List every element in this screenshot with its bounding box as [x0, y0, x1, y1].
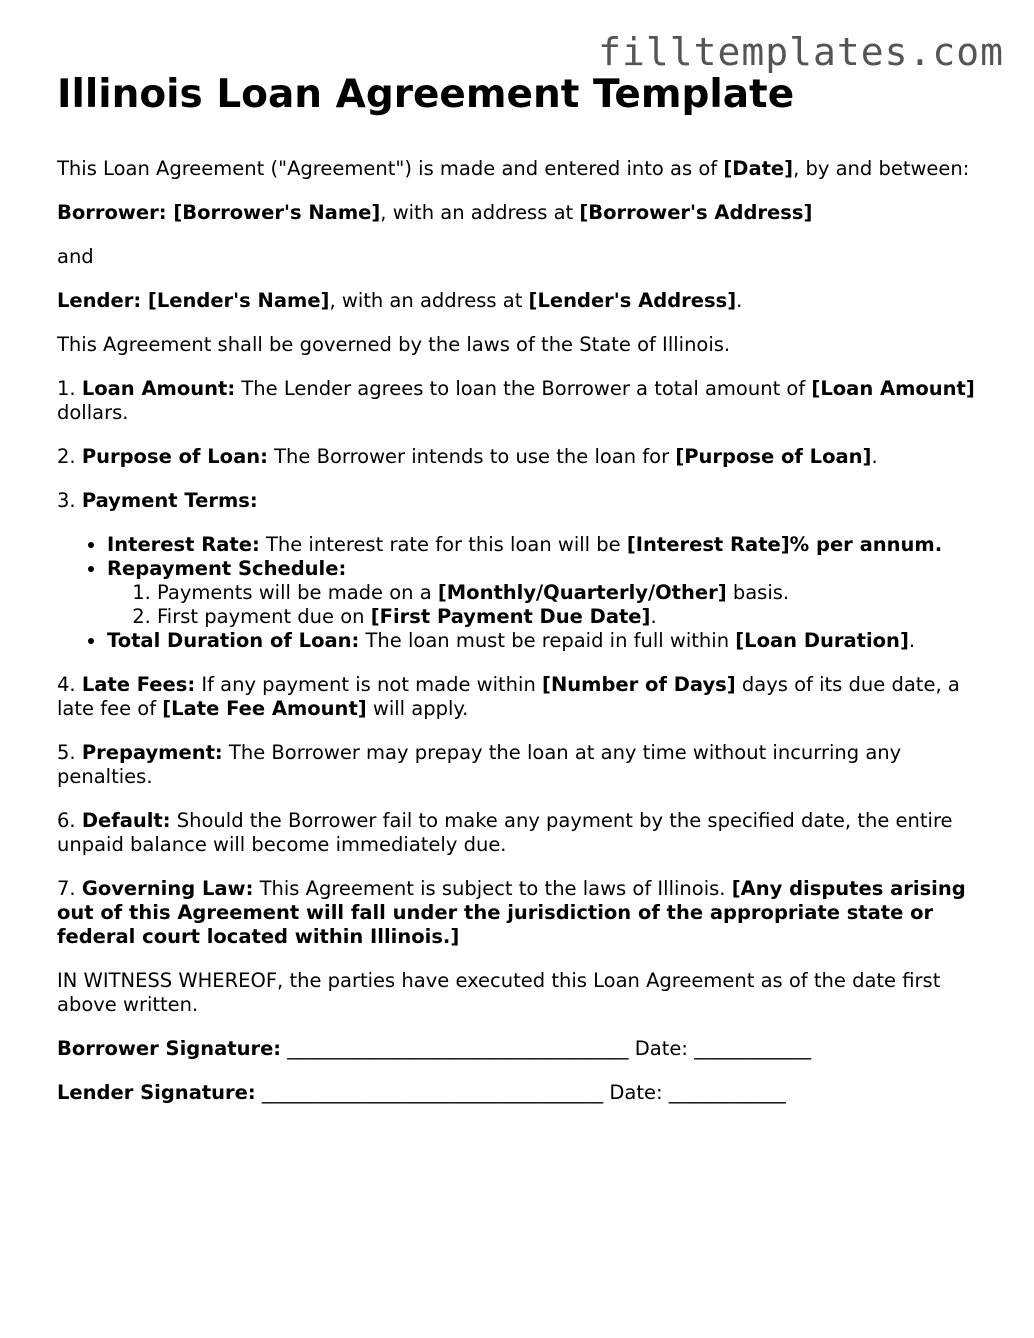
- section-number: 6.: [57, 808, 82, 832]
- schedule-item-end: basis.: [726, 580, 790, 604]
- section-text: The Borrower intends to use the loan for: [267, 444, 676, 468]
- section-purpose: [57, 445, 987, 469]
- list-item-repayment-schedule: [107, 557, 987, 629]
- lender-signature-line: [57, 1081, 987, 1105]
- section-heading: Prepayment:: [81, 740, 223, 764]
- repayment-schedule-label: Repayment Schedule:: [107, 556, 347, 580]
- borrower-text: , with an address at: [380, 200, 580, 224]
- interest-rate-placeholder: [Interest Rate]% per annum.: [626, 532, 943, 556]
- document-page: [57, 72, 987, 1125]
- date-placeholder: [Date]: [723, 156, 794, 180]
- section-heading: Governing Law:: [81, 876, 254, 900]
- section-number: 4.: [57, 672, 82, 696]
- section-text: If any payment is not made within: [195, 672, 543, 696]
- repayment-schedule-list: [107, 581, 987, 629]
- intro-paragraph: [57, 157, 987, 181]
- loan-amount-placeholder: [Loan Amount]: [811, 376, 975, 400]
- duration-text: The loan must be repaid in full within: [359, 628, 736, 652]
- schedule-item: [157, 581, 987, 605]
- section-text: This Agreement is subject to the laws of Illinois.: [253, 876, 732, 900]
- lender-address: [Lender's Address]: [528, 288, 737, 312]
- section-payment-terms: [57, 489, 987, 513]
- disputes-clause: [Any disputes arising out of this Agreement will fall under the jurisdiction of the appropriate state or federal court located within Illinois.]: [57, 876, 966, 948]
- section-loan-amount: [57, 377, 987, 425]
- section-end: .: [871, 444, 878, 468]
- borrower-signature-line: [57, 1037, 987, 1061]
- duration-placeholder: [Loan Duration]: [735, 628, 909, 652]
- days-placeholder: [Number of Days]: [542, 672, 736, 696]
- lender-paragraph: [57, 289, 987, 313]
- borrower-date-field[interactable]: ____________: [687, 1036, 812, 1060]
- lender-signature-field[interactable]: ___________________________________: [255, 1080, 610, 1104]
- borrower-paragraph: [57, 201, 987, 225]
- borrower-date-label: Date:: [634, 1036, 688, 1060]
- lender-date-field[interactable]: ____________: [662, 1080, 786, 1104]
- section-number: 7.: [57, 876, 82, 900]
- section-heading: Late Fees:: [81, 672, 196, 696]
- lender-label: Lender: [Lender's Name]: [57, 288, 330, 312]
- lender-text: , with an address at: [329, 288, 529, 312]
- watermark: filltemplates.com: [598, 30, 1004, 74]
- section-heading: Loan Amount:: [81, 376, 236, 400]
- section-text: Should the Borrower fail to make any payment by the specified date, the entire unpaid balance will become immediately due.: [57, 808, 953, 856]
- lender-signature-label: Lender Signature:: [57, 1080, 256, 1104]
- payment-terms-list: [57, 533, 987, 653]
- borrower-signature-label: Borrower Signature:: [57, 1036, 282, 1060]
- page-title: Illinois Loan Agreement Template: [57, 72, 795, 117]
- governed-paragraph: This Agreement shall be governed by the laws of the State of Illinois.: [57, 332, 731, 356]
- late-fee-placeholder: [Late Fee Amount]: [162, 696, 367, 720]
- borrower-signature-field[interactable]: ___________________________________: [281, 1036, 635, 1060]
- schedule-item-end: .: [650, 604, 657, 628]
- borrower-address: [Borrower's Address]: [579, 200, 813, 224]
- list-item-duration: [107, 629, 987, 653]
- section-default: [57, 809, 987, 857]
- section-governing-law: [57, 877, 987, 949]
- lender-end: .: [736, 288, 743, 312]
- section-number: 2.: [57, 444, 82, 468]
- section-number: 5.: [57, 740, 82, 764]
- purpose-placeholder: [Purpose of Loan]: [675, 444, 872, 468]
- interest-rate-text: The interest rate for this loan will be: [259, 532, 627, 556]
- duration-label: Total Duration of Loan:: [107, 628, 360, 652]
- section-end: will apply.: [366, 696, 469, 720]
- schedule-item: [157, 605, 987, 629]
- section-heading: Payment Terms:: [81, 488, 258, 512]
- interest-rate-label: Interest Rate:: [107, 532, 260, 556]
- schedule-item-text: First payment due on: [157, 604, 371, 628]
- section-number: 3.: [57, 488, 82, 512]
- section-end: dollars.: [57, 400, 129, 424]
- section-heading: Purpose of Loan:: [81, 444, 268, 468]
- section-late-fees: [57, 673, 987, 721]
- section-text: The Lender agrees to loan the Borrower a total amount of: [235, 376, 812, 400]
- borrower-label: Borrower: [Borrower's Name]: [57, 200, 381, 224]
- section-number: 1.: [57, 376, 82, 400]
- schedule-item-text: Payments will be made on a: [157, 580, 438, 604]
- section-text: The Borrower may prepay the loan at any time without incurring any penalties.: [57, 740, 902, 788]
- first-payment-placeholder: [First Payment Due Date]: [370, 604, 651, 628]
- lender-date-label: Date:: [609, 1080, 663, 1104]
- and-paragraph: and: [57, 244, 94, 268]
- section-text: days of its due date, a late fee of: [57, 672, 960, 720]
- list-item-interest-rate: [107, 533, 987, 557]
- intro-text-2: , by and between:: [793, 156, 970, 180]
- duration-end: .: [908, 628, 916, 652]
- section-prepayment: [57, 741, 987, 789]
- section-heading: Default:: [81, 808, 171, 832]
- witness-paragraph: IN WITNESS WHEREOF, the parties have executed this Loan Agreement as of the date first above written.: [57, 968, 941, 1016]
- frequency-placeholder: [Monthly/Quarterly/Other]: [437, 580, 727, 604]
- intro-text-1: This Loan Agreement ("Agreement") is made and entered into as of: [57, 156, 724, 180]
